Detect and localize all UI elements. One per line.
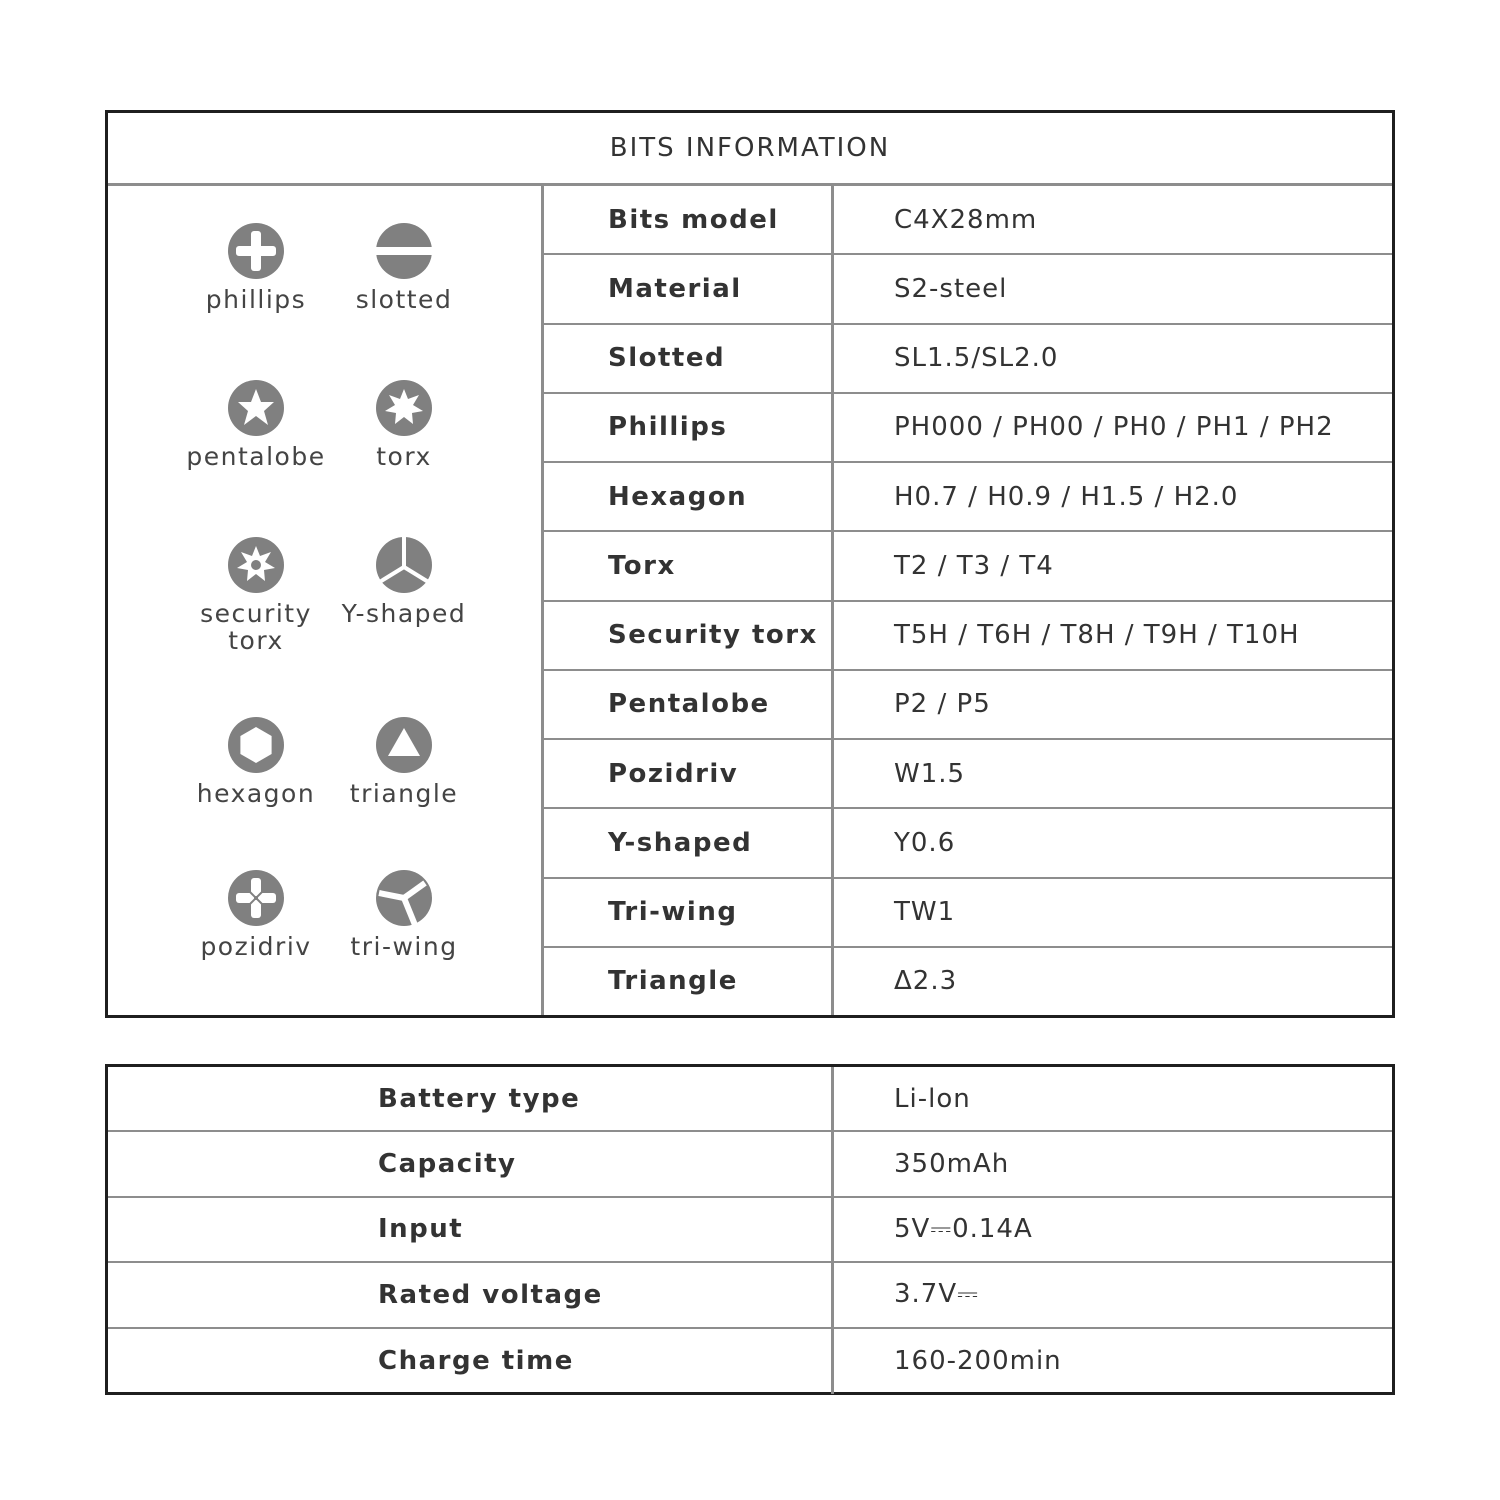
table-row (108, 1067, 1392, 1132)
bit-label: phillips (205, 285, 307, 314)
spec-value: S2-steel (894, 273, 1008, 304)
bit-label: triangle (349, 779, 459, 808)
triangle-icon (375, 716, 433, 774)
spec-key: Tri-wing (544, 879, 834, 946)
spec-value: T2 / T3 / T4 (894, 550, 1054, 581)
spec-value: P2 / P5 (894, 689, 991, 720)
table-row (544, 532, 1392, 601)
spec-key: Triangle (544, 948, 834, 1015)
battery-value: 160-200min (894, 1346, 1062, 1377)
slotted-icon (375, 222, 433, 280)
table-row (108, 1198, 1392, 1263)
spec-key: Torx (544, 532, 834, 599)
torx-icon (375, 379, 433, 437)
battery-spec-table (105, 1064, 1395, 1395)
spec-value: C4X28mm (894, 204, 1038, 235)
spec-key: Security torx (544, 602, 834, 669)
table-row (544, 671, 1392, 740)
table-row (108, 1263, 1392, 1328)
spec-value: TW1 (894, 897, 956, 928)
spec-key: Pentalobe (544, 671, 834, 738)
spec-value: Y0.6 (894, 827, 956, 858)
battery-key: Input (108, 1198, 834, 1261)
table-row (544, 809, 1392, 878)
spec-key: Slotted (544, 325, 834, 392)
spec-key: Pozidriv (544, 740, 834, 807)
battery-key: Charge time (108, 1329, 834, 1394)
bit-item-pentalobe (176, 379, 336, 470)
bit-label: Y-shaped (341, 599, 467, 628)
tri-wing-icon (375, 869, 433, 927)
bit-item-phillips (176, 222, 336, 313)
table-row (108, 1329, 1392, 1394)
bits-title: BITS INFORMATION (108, 113, 1392, 186)
battery-key: Capacity (108, 1132, 834, 1195)
battery-key: Battery type (108, 1067, 834, 1130)
spec-key: Phillips (544, 394, 834, 461)
table-row (544, 255, 1392, 324)
spec-key: Material (544, 255, 834, 322)
spec-value: PH000 / PH00 / PH0 / PH1 / PH2 (894, 412, 1334, 443)
bit-label: security torx (200, 599, 312, 655)
table-row (108, 1132, 1392, 1197)
table-row (544, 948, 1392, 1015)
battery-value: Li-lon (894, 1083, 971, 1114)
spec-value: W1.5 (894, 758, 966, 789)
spec-key: Bits model (544, 186, 834, 253)
bit-item-hexagon (176, 716, 336, 807)
bits-spec-table (544, 186, 1392, 1015)
spec-value: H0.7 / H0.9 / H1.5 / H2.0 (894, 481, 1239, 512)
bit-label: tri-wing (350, 932, 458, 961)
bit-item-security-torx (176, 536, 336, 654)
bit-item-torx (324, 379, 484, 470)
table-row (544, 394, 1392, 463)
bit-item-slotted (324, 222, 484, 313)
table-row (544, 325, 1392, 394)
spec-key: Y-shaped (544, 809, 834, 876)
table-row (544, 186, 1392, 255)
battery-value: 3.7V⎓ (894, 1279, 979, 1310)
battery-value: 350mAh (894, 1149, 1010, 1180)
bit-item-triangle (324, 716, 484, 807)
phillips-icon (227, 222, 285, 280)
bit-label: pozidriv (200, 932, 312, 961)
bit-label: slotted (355, 285, 453, 314)
security-torx-icon (227, 536, 285, 594)
spec-key: Hexagon (544, 463, 834, 530)
pozidriv-icon (227, 869, 285, 927)
table-row (544, 740, 1392, 809)
spec-value: T5H / T6H / T8H / T9H / T10H (894, 620, 1300, 651)
battery-value: 5V⎓0.14A (894, 1213, 1033, 1244)
hexagon-icon (227, 716, 285, 774)
bit-item-pozidriv (176, 869, 336, 960)
bit-label: hexagon (196, 779, 316, 808)
battery-key: Rated voltage (108, 1263, 834, 1326)
bit-label: pentalobe (186, 442, 326, 471)
bit-item-y-shaped (324, 536, 484, 627)
bit-item-tri-wing (324, 869, 484, 960)
spec-value: Δ2.3 (894, 966, 958, 997)
table-row (544, 602, 1392, 671)
bit-label: torx (376, 442, 432, 471)
table-row (544, 879, 1392, 948)
pentalobe-icon (227, 379, 285, 437)
bit-icons-grid (108, 186, 544, 1015)
bits-information-table (105, 110, 1395, 1018)
y-shaped-icon (375, 536, 433, 594)
spec-value: SL1.5/SL2.0 (894, 343, 1059, 374)
table-row (544, 463, 1392, 532)
